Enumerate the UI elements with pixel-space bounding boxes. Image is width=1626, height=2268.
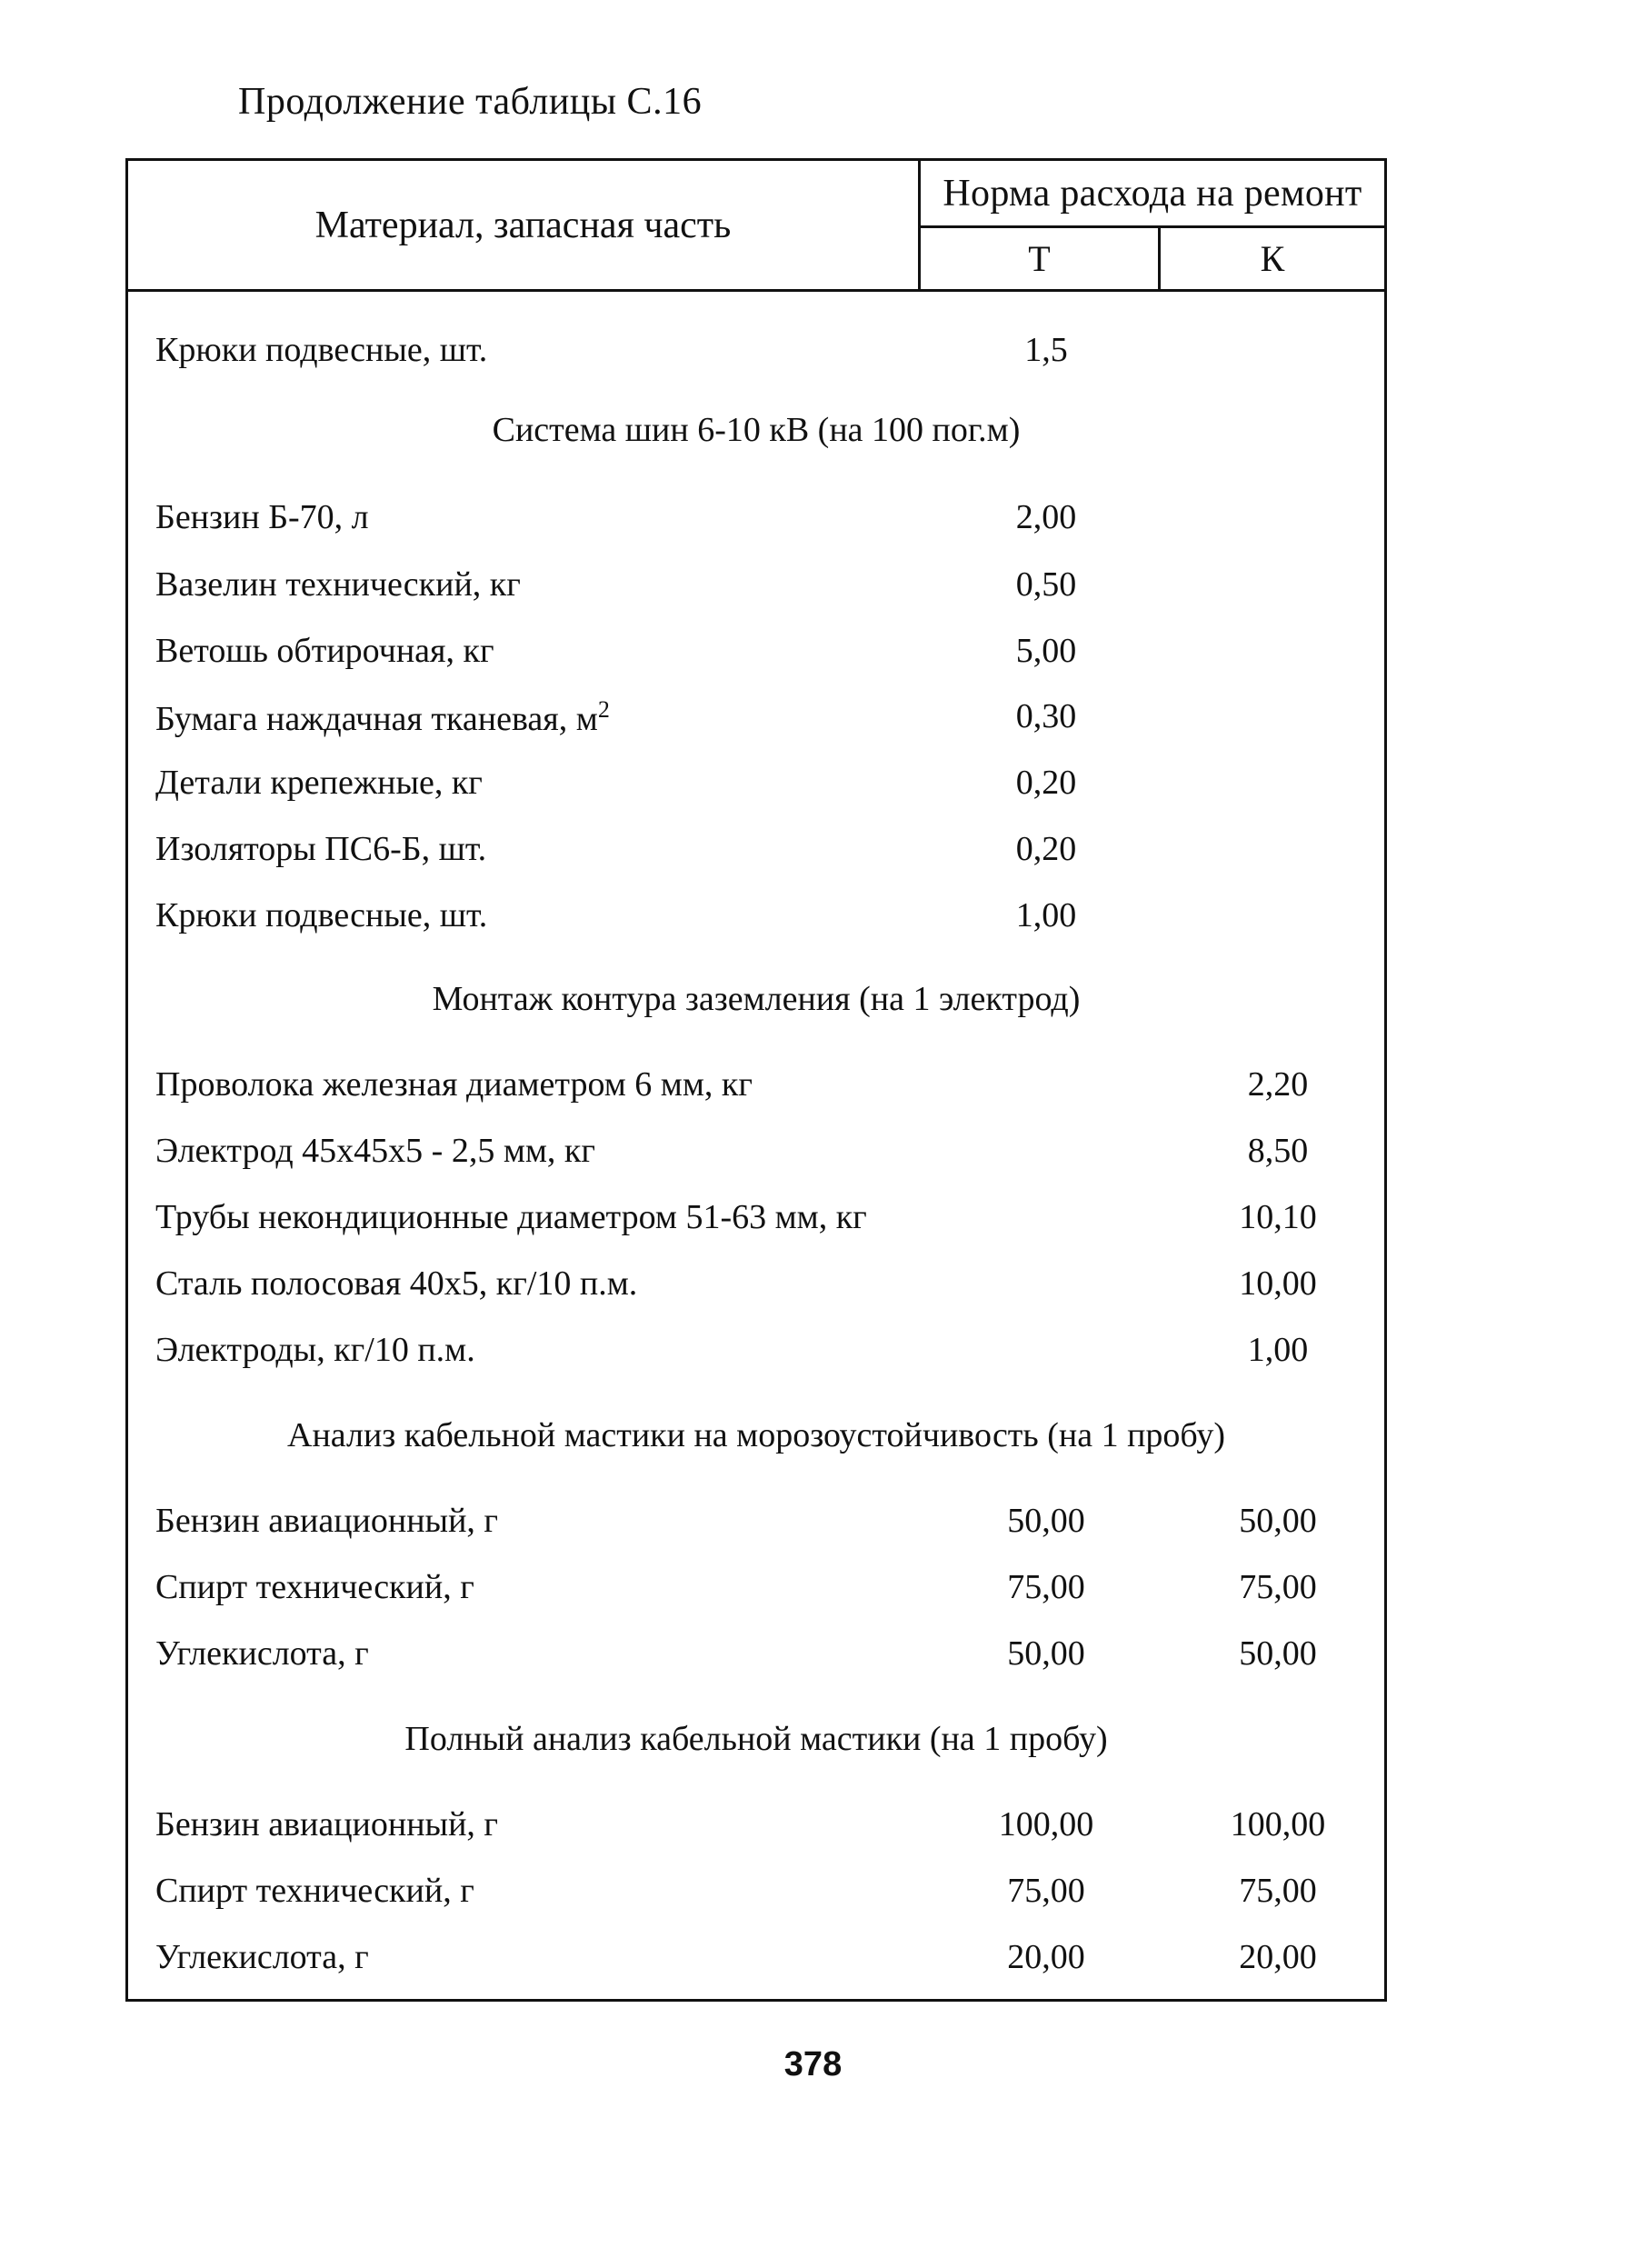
material-name — [155, 1567, 474, 1607]
table-row — [128, 829, 1384, 878]
material-name-text: Вазелин технический, кг — [155, 565, 521, 604]
value-t: 50,00 — [1007, 1502, 1085, 1540]
value-k: 100,00 — [1230, 1805, 1326, 1843]
material-name — [155, 696, 610, 739]
table-row — [128, 1804, 1384, 1853]
value-k: 20,00 — [1239, 1938, 1317, 1976]
value-t: 75,00 — [1007, 1568, 1085, 1606]
material-name-text: Бензин Б-70, л — [155, 498, 369, 536]
section-heading: Анализ кабельной мастики на морозоустойчивость (на 1 пробу) — [287, 1416, 1225, 1454]
material-name — [155, 829, 486, 869]
material-name — [155, 1634, 369, 1674]
material-name-text: Углекислота, г — [155, 1634, 369, 1673]
table-row — [128, 1937, 1384, 1986]
value-k: 75,00 — [1239, 1568, 1317, 1606]
value-t: 50,00 — [1007, 1634, 1085, 1673]
unit-superscript: 2 — [597, 696, 610, 723]
material-name — [155, 1937, 369, 1977]
table-row — [128, 763, 1384, 812]
value-t: 0,30 — [1015, 697, 1077, 735]
value-t: 1,5 — [1024, 331, 1068, 369]
value-t: 2,00 — [1015, 498, 1077, 536]
material-name-text: Сталь полосовая 40х5, кг/10 п.м. — [155, 1264, 638, 1303]
material-name-text: Бумага наждачная тканевая, м — [155, 700, 598, 738]
material-name-text: Углекислота, г — [155, 1938, 369, 1976]
table-row — [128, 1871, 1384, 1920]
table-row — [128, 330, 1384, 379]
material-name — [155, 497, 369, 537]
value-k: 50,00 — [1239, 1502, 1317, 1540]
value-t: 1,00 — [1015, 896, 1077, 934]
material-name — [155, 763, 483, 803]
value-t: 100,00 — [998, 1805, 1094, 1843]
material-name-text: Спирт технический, г — [155, 1568, 474, 1606]
material-name-text: Бензин авиационный, г — [155, 1502, 499, 1540]
value-k: 8,50 — [1247, 1132, 1309, 1170]
header-k: К — [1260, 238, 1285, 279]
material-name-text: Электроды, кг/10 п.м. — [155, 1331, 475, 1369]
section-heading: Полный анализ кабельной мастики (на 1 пробу) — [404, 1720, 1108, 1758]
material-name — [155, 1264, 637, 1304]
value-t: 75,00 — [1007, 1872, 1085, 1910]
value-t: 0,50 — [1015, 565, 1077, 604]
value-k: 1,00 — [1247, 1331, 1309, 1369]
material-name-text: Спирт технический, г — [155, 1872, 474, 1910]
table-row — [128, 631, 1384, 680]
material-name-text: Бензин авиационный, г — [155, 1805, 499, 1843]
table-header — [128, 161, 1384, 292]
table-row — [128, 1064, 1384, 1114]
value-t: 5,00 — [1015, 632, 1077, 670]
material-name-text: Изоляторы ПС6-Б, шт. — [155, 830, 487, 868]
material-name-text: Детали крепежные, кг — [155, 764, 483, 802]
material-name-text: Крюки подвесные, шт. — [155, 896, 488, 934]
material-name — [155, 631, 494, 671]
material-name — [155, 1064, 753, 1104]
material-name — [155, 330, 487, 370]
section-heading: Монтаж контура заземления (на 1 электрод) — [432, 980, 1081, 1018]
material-name — [155, 895, 487, 935]
value-k: 10,00 — [1239, 1264, 1317, 1303]
material-name-text: Электрод 45х45х5 - 2,5 мм, кг — [155, 1132, 595, 1170]
table-row — [128, 1567, 1384, 1616]
value-t: 0,20 — [1015, 830, 1077, 868]
value-k: 10,10 — [1239, 1198, 1317, 1236]
table-row — [128, 565, 1384, 614]
materials-table — [125, 158, 1387, 2002]
value-t: 20,00 — [1007, 1938, 1085, 1976]
table-row — [128, 1131, 1384, 1180]
table-row — [128, 1634, 1384, 1683]
section-heading: Система шин 6-10 кВ (на 100 пог.м) — [492, 411, 1021, 449]
material-name — [155, 1131, 595, 1171]
material-name-text: Крюки подвесные, шт. — [155, 331, 488, 369]
table-row — [128, 1330, 1384, 1379]
value-k: 2,20 — [1247, 1065, 1309, 1104]
table-row — [128, 1197, 1384, 1246]
table-row — [128, 497, 1384, 546]
page-number: 378 — [783, 2045, 843, 2083]
material-name-text: Проволока железная диаметром 6 мм, кг — [155, 1065, 753, 1104]
table-row — [128, 696, 1384, 745]
material-name — [155, 565, 521, 604]
material-name-text: Ветошь обтирочная, кг — [155, 632, 494, 670]
value-k: 50,00 — [1239, 1634, 1317, 1673]
material-name — [155, 1804, 498, 1844]
material-name — [155, 1501, 498, 1541]
material-name — [155, 1871, 474, 1911]
table-row — [128, 1501, 1384, 1550]
table-row — [128, 1264, 1384, 1313]
header-t: Т — [921, 228, 1161, 289]
material-name — [155, 1197, 867, 1237]
header-norm: Норма расхода на ремонт — [921, 161, 1384, 228]
header-material: Материал, запасная часть — [128, 161, 921, 289]
material-name — [155, 1330, 475, 1370]
value-k: 75,00 — [1239, 1872, 1317, 1910]
material-name-text: Трубы некондиционные диаметром 51-63 мм, кг — [155, 1198, 867, 1236]
value-t: 0,20 — [1015, 764, 1077, 802]
table-row — [128, 895, 1384, 944]
table-caption: Продолжение таблицы С.16 — [238, 81, 703, 123]
